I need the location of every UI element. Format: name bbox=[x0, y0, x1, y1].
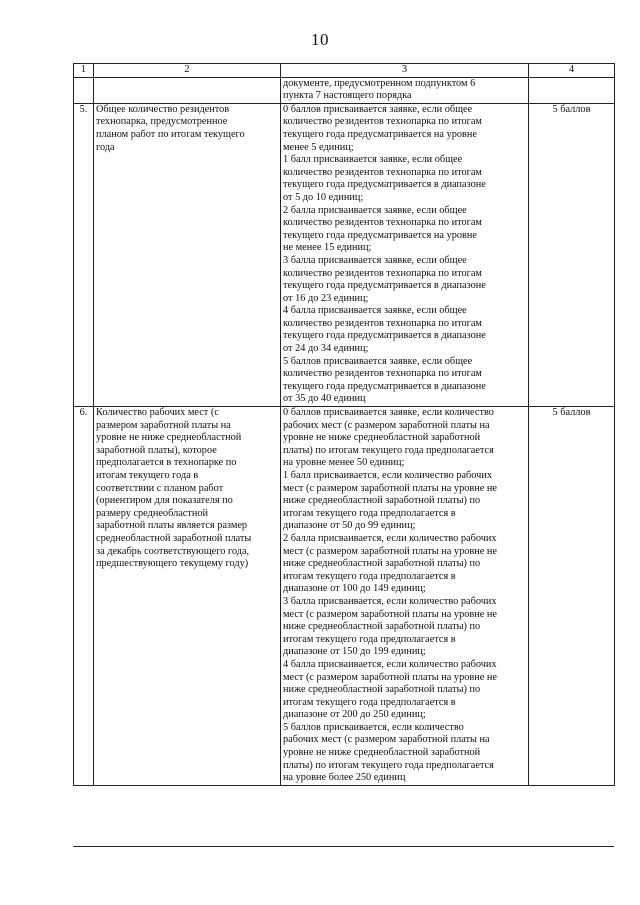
criteria-line: на уровне менее 50 единиц; bbox=[283, 457, 405, 469]
max-score-cell: 5 баллов bbox=[529, 103, 615, 406]
indicator-line: планом работ по итогам текущего bbox=[96, 128, 245, 140]
criteria-line: не менее 15 единиц; bbox=[283, 242, 372, 254]
criteria-item bbox=[283, 596, 526, 659]
criteria-line: уровне не ниже среднеобластной заработной bbox=[283, 432, 481, 444]
indicator-line: технопарка, предусмотренное bbox=[96, 116, 228, 128]
indicator-line: Общее количество резидентов bbox=[96, 103, 230, 115]
row-number-cell: 5. bbox=[74, 103, 94, 406]
criteria-item bbox=[283, 255, 526, 305]
criteria-line: 0 баллов присваивается заявке, если количество bbox=[283, 407, 494, 419]
criteria-line: диапазоне от 100 до 149 единиц; bbox=[283, 583, 426, 595]
criteria-line: текущего года предусматривается на уровне bbox=[283, 229, 477, 241]
criteria-item bbox=[283, 104, 526, 154]
criteria-line: диапазоне от 150 до 199 единиц; bbox=[283, 646, 426, 658]
criteria-line: 0 баллов присваивается заявке, если общее bbox=[283, 103, 473, 115]
criteria-line: 1 балл присваивается, если количество рабочих bbox=[283, 470, 492, 481]
criteria-item bbox=[283, 533, 526, 596]
indicator-line: предшествующего текущему году) bbox=[96, 558, 249, 570]
column-header-4: 4 bbox=[529, 64, 615, 78]
criteria-line: мест (с размером заработной платы на уровне не bbox=[283, 482, 497, 494]
continuation-row bbox=[74, 77, 615, 103]
column-header-2: 2 bbox=[94, 64, 281, 78]
criteria-line: количество резидентов технопарка по итогам bbox=[283, 217, 482, 229]
criteria-item bbox=[283, 659, 526, 722]
criteria-line: ниже среднеобластной заработной платы) по bbox=[283, 558, 481, 570]
criteria-line: диапазоне от 200 до 250 единиц; bbox=[283, 709, 426, 721]
indicator-line: года bbox=[96, 141, 115, 153]
criteria-line: 4 балла присваивается заявке, если общее bbox=[283, 305, 467, 317]
indicator-cell bbox=[94, 77, 281, 103]
criteria-item bbox=[283, 407, 526, 470]
criteria-item bbox=[283, 205, 526, 255]
criteria-line: уровне не ниже среднеобластной заработной bbox=[283, 747, 481, 759]
row-number-cell: 6. bbox=[74, 407, 94, 786]
criteria-line: ниже среднеобластной заработной платы) по bbox=[283, 621, 481, 633]
criteria-line: 1 балл присваивается заявке, если общее bbox=[283, 154, 463, 166]
indicator-line: размеру среднеобластной bbox=[96, 507, 209, 519]
criteria-cell bbox=[281, 407, 529, 786]
criteria-line: диапазоне от 50 до 99 единиц; bbox=[283, 520, 416, 532]
criteria-line: текущего года предусматривается в диапазоне bbox=[283, 179, 486, 191]
criteria-line: мест (с размером заработной платы на уровне не bbox=[283, 545, 497, 557]
criteria-line: количество резидентов технопарка по итогам bbox=[283, 368, 482, 380]
criteria-line: 3 балла присваивается, если количество рабочих bbox=[283, 595, 497, 607]
criteria-line: мест (с размером заработной платы на уровне не bbox=[283, 608, 497, 620]
criteria-line: ниже среднеобластной заработной платы) по bbox=[283, 684, 481, 696]
criteria-line: на уровне более 250 единиц bbox=[283, 772, 406, 784]
indicator-line: предполагается в технопарке по bbox=[96, 457, 237, 469]
criteria-line: итогам текущего года предполагается в bbox=[283, 570, 456, 582]
criteria-line: мест (с размером заработной платы на уровне не bbox=[283, 671, 497, 683]
indicator-line: за декабрь соответствующего года, bbox=[96, 545, 250, 557]
criteria-item bbox=[283, 305, 526, 355]
criteria-line: количество резидентов технопарка по итогам bbox=[283, 166, 482, 178]
indicator-cell bbox=[94, 103, 281, 406]
criteria-item bbox=[283, 356, 526, 406]
criteria-line: количество резидентов технопарка по итогам bbox=[283, 116, 482, 128]
indicator-line: соответствии с планом работ bbox=[96, 482, 224, 494]
criteria-line: 3 балла присваивается заявке, если общее bbox=[283, 254, 467, 266]
column-header-1: 1 bbox=[74, 64, 94, 78]
criteria-line: от 5 до 10 единиц; bbox=[283, 191, 364, 203]
table-row bbox=[74, 407, 615, 786]
page-number: 10 bbox=[311, 30, 329, 49]
criteria-item bbox=[283, 154, 526, 204]
criteria-line: от 16 до 23 единиц; bbox=[283, 292, 369, 304]
indicator-line: итогам текущего года в bbox=[96, 470, 199, 481]
criteria-line: итогам текущего года предполагается в bbox=[283, 696, 456, 708]
max-score-cell bbox=[529, 77, 615, 103]
criteria-line: платы) по итогам текущего года предполагается bbox=[283, 759, 494, 771]
indicator-line: среднеобластной заработной платы bbox=[96, 532, 252, 544]
indicator-line: заработной платы является размер bbox=[96, 520, 248, 532]
criteria-line: итогам текущего года предполагается в bbox=[283, 633, 456, 645]
criteria-table bbox=[73, 63, 615, 786]
row-number-cell bbox=[74, 77, 94, 103]
criteria-line: текущего года предусматривается в диапазоне bbox=[283, 380, 486, 392]
criteria-line: от 24 до 34 единиц; bbox=[283, 343, 369, 355]
criteria-item bbox=[283, 722, 526, 785]
criteria-cell bbox=[281, 77, 529, 103]
criteria-line: 4 балла присваивается, если количество рабочих bbox=[283, 658, 497, 670]
criteria-line: 2 балла присваивается, если количество рабочих bbox=[283, 532, 497, 544]
criteria-line: пункта 7 настоящего порядка bbox=[283, 90, 412, 102]
criteria-line: 2 балла присваивается заявке, если общее bbox=[283, 204, 467, 216]
indicator-cell bbox=[94, 407, 281, 786]
indicator-line: уровне не ниже среднеобластной bbox=[96, 432, 242, 444]
criteria-line: документе, предусмотренном подпунктом 6 bbox=[283, 77, 476, 89]
criteria-line: 5 баллов присваивается, если количество bbox=[283, 721, 464, 733]
indicator-line: (ориентиром для показателя по bbox=[96, 495, 233, 507]
criteria-line: количество резидентов технопарка по итогам bbox=[283, 267, 482, 279]
table-header-row bbox=[74, 64, 615, 78]
criteria-line: 5 баллов присваивается заявке, если общее bbox=[283, 355, 473, 367]
criteria-line: количество резидентов технопарка по итогам bbox=[283, 317, 482, 329]
table-bottom-border bbox=[73, 846, 614, 847]
criteria-line: рабочих мест (с размером заработной платы на bbox=[283, 419, 490, 431]
table-row bbox=[74, 103, 615, 406]
criteria-line: текущего года предусматривается на уровне bbox=[283, 128, 477, 140]
max-score-cell: 5 баллов bbox=[529, 407, 615, 786]
criteria-item bbox=[283, 470, 526, 533]
indicator-line: Количество рабочих мест (с bbox=[96, 407, 219, 419]
criteria-line: рабочих мест (с размером заработной платы на bbox=[283, 734, 490, 746]
indicator-line: заработной платы), которое bbox=[96, 444, 217, 456]
indicator-line: размером заработной платы на bbox=[96, 419, 231, 431]
criteria-cell bbox=[281, 103, 529, 406]
criteria-line: менее 5 единиц; bbox=[283, 141, 354, 153]
column-header-3: 3 bbox=[281, 64, 529, 78]
criteria-line: ниже среднеобластной заработной платы) по bbox=[283, 495, 481, 507]
criteria-line: платы) по итогам текущего года предполагается bbox=[283, 444, 494, 456]
criteria-line: итогам текущего года предполагается в bbox=[283, 507, 456, 519]
criteria-line: текущего года предусматривается в диапазоне bbox=[283, 330, 486, 342]
criteria-line: текущего года предусматривается в диапазоне bbox=[283, 280, 486, 292]
criteria-line: от 35 до 40 единиц bbox=[283, 393, 366, 405]
